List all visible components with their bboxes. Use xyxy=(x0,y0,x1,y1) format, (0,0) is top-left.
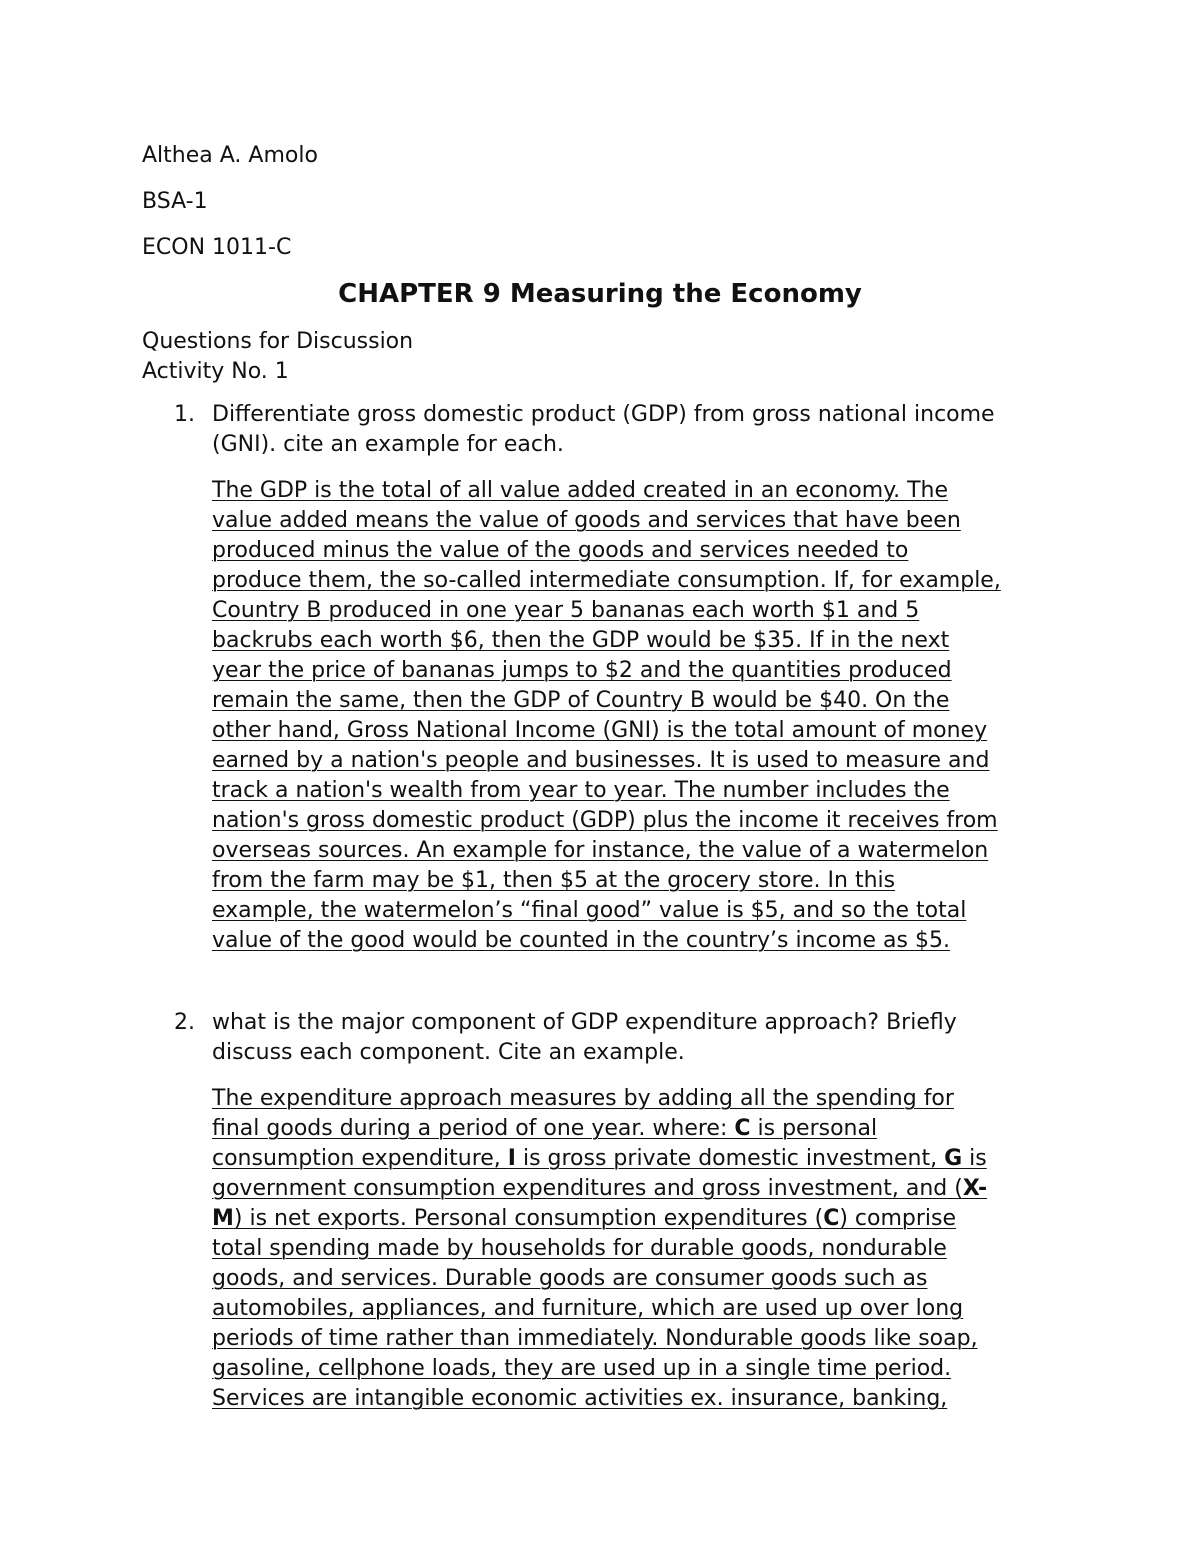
answer-line: remain the same, then the GDP of Country B would be $40. On the xyxy=(212,688,950,713)
question-line: (GNI). cite an example for each. xyxy=(212,432,564,457)
answer-line: goods, and services. Durable goods are consumer goods such as xyxy=(212,1266,928,1291)
answer-segment: is xyxy=(962,1146,987,1171)
answer-segment: final goods during a period of one year. where: xyxy=(212,1116,735,1141)
answer-text xyxy=(212,1084,1062,1414)
answer-line: overseas sources. An example for instance, the value of a watermelon xyxy=(212,838,989,863)
variable-c: C xyxy=(734,1116,751,1141)
variable-i: I xyxy=(507,1146,516,1171)
subtitle-line: Questions for Discussion xyxy=(142,329,414,354)
answer-line xyxy=(212,1204,1062,1234)
answer-line xyxy=(212,1114,1062,1144)
answer-line: periods of time rather than immediately. Nondurable goods like soap, xyxy=(212,1326,978,1351)
variable-m: M xyxy=(212,1206,234,1231)
subtitle-line: Activity No. 1 xyxy=(142,359,289,384)
question-2 xyxy=(142,1008,1062,1414)
answer-text xyxy=(212,476,1062,956)
answer-line: year the price of bananas jumps to $2 and the quantities produced xyxy=(212,658,952,683)
answer-segment: is gross private domestic investment, xyxy=(515,1146,945,1171)
answer-segment: is personal xyxy=(750,1116,878,1141)
question-1 xyxy=(142,400,1062,956)
question-number: 1. xyxy=(174,402,195,427)
answer-line: track a nation's wealth from year to year. The number includes the xyxy=(212,778,950,803)
answer-line: other hand, Gross National Income (GNI) is the total amount of money xyxy=(212,718,988,743)
variable-g: G xyxy=(944,1146,963,1171)
answer-line: automobiles, appliances, and furniture, which are used up over long xyxy=(212,1296,964,1321)
answer-segment: consumption expenditure, xyxy=(212,1146,508,1171)
question-line: discuss each component. Cite an example. xyxy=(212,1040,685,1065)
answer-line: total spending made by households for durable goods, nondurable xyxy=(212,1236,947,1261)
answer-line: backrubs each worth $6, then the GDP would be $35. If in the next xyxy=(212,628,950,653)
answer-segment: government consumption expenditures and gross investment, and ( xyxy=(212,1176,963,1201)
answer-line: from the farm may be $1, then $5 at the grocery store. In this xyxy=(212,868,896,893)
activity-subtitle xyxy=(142,327,413,387)
answer-line: nation's gross domestic product (GDP) plus the income it receives from xyxy=(212,808,998,833)
answer-line: produce them, the so-called intermediate consumption. If, for example, xyxy=(212,568,1001,593)
question-line: Differentiate gross domestic product (GDP) from gross national income xyxy=(212,402,995,427)
question-line: what is the major component of GDP expenditure approach? Briefly xyxy=(212,1010,957,1035)
course-code: ECON 1011-C xyxy=(142,235,292,260)
question-number: 2. xyxy=(174,1010,195,1035)
answer-line: Country B produced in one year 5 bananas each worth $1 and 5 xyxy=(212,598,920,623)
answer-segment: ) is net exports. Personal consumption expenditures ( xyxy=(233,1206,824,1231)
answer-line: Services are intangible economic activities ex. insurance, banking, xyxy=(212,1386,948,1411)
answer-line: value of the good would be counted in the country’s income as $5. xyxy=(212,928,950,953)
chapter-title: CHAPTER 9 Measuring the Economy xyxy=(338,279,862,309)
answer-line: example, the watermelon’s “final good” value is $5, and so the total xyxy=(212,898,967,923)
answer-line: The GDP is the total of all value added created in an economy. The xyxy=(212,478,948,503)
question-text xyxy=(212,400,1062,460)
answer-line xyxy=(212,1174,1062,1204)
variable-x: X- xyxy=(962,1176,988,1201)
author-name: Althea A. Amolo xyxy=(142,143,318,168)
question-text xyxy=(212,1008,1062,1068)
answer-line: gasoline, cellphone loads, they are used up in a single time period. xyxy=(212,1356,952,1381)
answer-segment: ) comprise xyxy=(839,1206,957,1231)
answer-line: value added means the value of goods and services that have been xyxy=(212,508,961,533)
answer-line xyxy=(212,1144,1062,1174)
answer-line: The expenditure approach measures by adding all the spending for xyxy=(212,1086,954,1111)
answer-line: produced minus the value of the goods and services needed to xyxy=(212,538,909,563)
variable-c: C xyxy=(823,1206,840,1231)
course-section: BSA-1 xyxy=(142,189,208,214)
answer-line: earned by a nation's people and businesses. It is used to measure and xyxy=(212,748,990,773)
